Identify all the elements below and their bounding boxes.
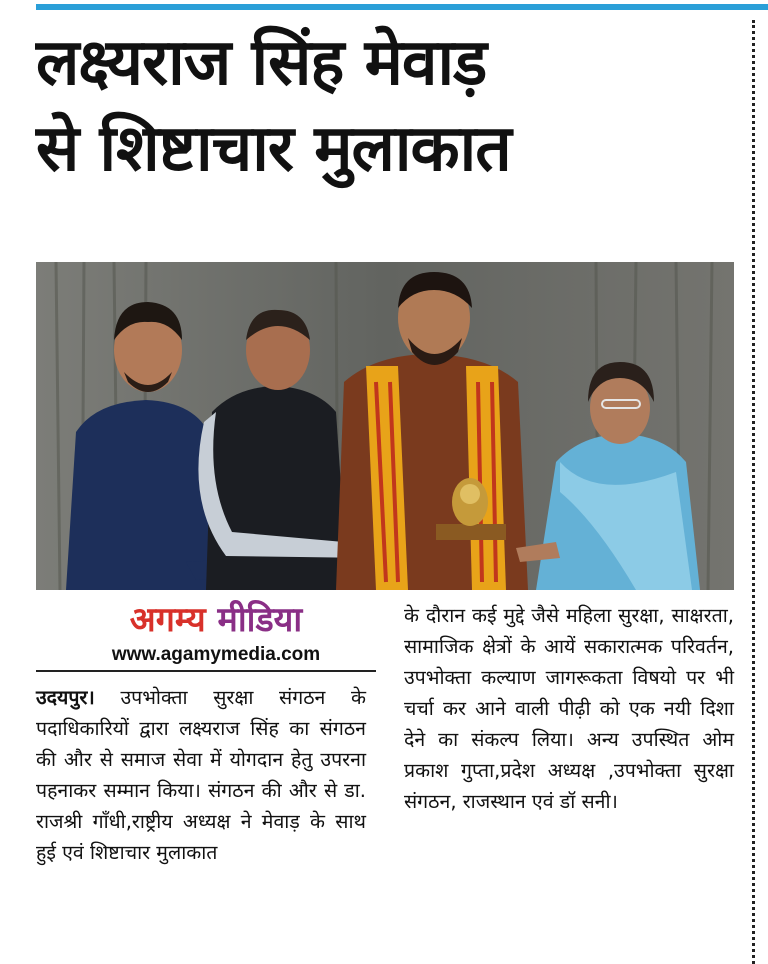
dateline: उदयपुर। <box>36 686 95 709</box>
headline-line-1: लक्ष्यराज सिंह मेवाड़ <box>36 26 487 100</box>
news-photo <box>36 262 734 590</box>
column-dotted-divider <box>752 20 755 964</box>
headline <box>36 20 752 192</box>
website-url: www.agamymedia.com <box>111 644 321 665</box>
top-accent-rule <box>36 4 768 10</box>
article-text-left: उपभोक्ता सुरक्षा संगठन के पदाधिकारियों द्वारा लक्ष्यराज सिंह का संगठन की और से समाज सेवा में योगदान हेतु उपरना पहनाकर सम्मान किया। संगठन की और से डा. राजश्री गाँधी,राष्ट्रीय अध्यक्ष ने मेवाड़ के साथ हुई एवं शिष्टाचार मुलाकात <box>36 686 366 864</box>
masthead <box>36 598 376 670</box>
logo-word-1: अगम्य <box>129 600 206 640</box>
article-column-left <box>36 682 366 868</box>
publication-logo <box>96 598 336 642</box>
headline-line-2: से शिष्टाचार मुलाकात <box>36 112 511 186</box>
article-text-right: के दौरान कई मुद्दे जैसे महिला सुरक्षा, साक्षरता, सामाजिक क्षेत्रों के आयें सकारात्मक परिवर्तन, उपभोक्ता कल्याण जागरूकता विषयो पर भी चर्चा कर आने वाली पीढ़ी को एक नयी दिशा देने का संकल्प लिया। अन्य उपस्थित ओम प्रकाश गुप्ता,प्रदेश अध्यक्ष ,उपभोक्ता सुरक्षा संगठन, राजस्थान एवं डॉ सनी। <box>404 604 734 813</box>
masthead-rule <box>36 670 376 672</box>
logo-word-2: मीडिया <box>217 600 303 640</box>
article-column-right <box>404 600 734 817</box>
news-photo-illustration <box>36 262 734 590</box>
